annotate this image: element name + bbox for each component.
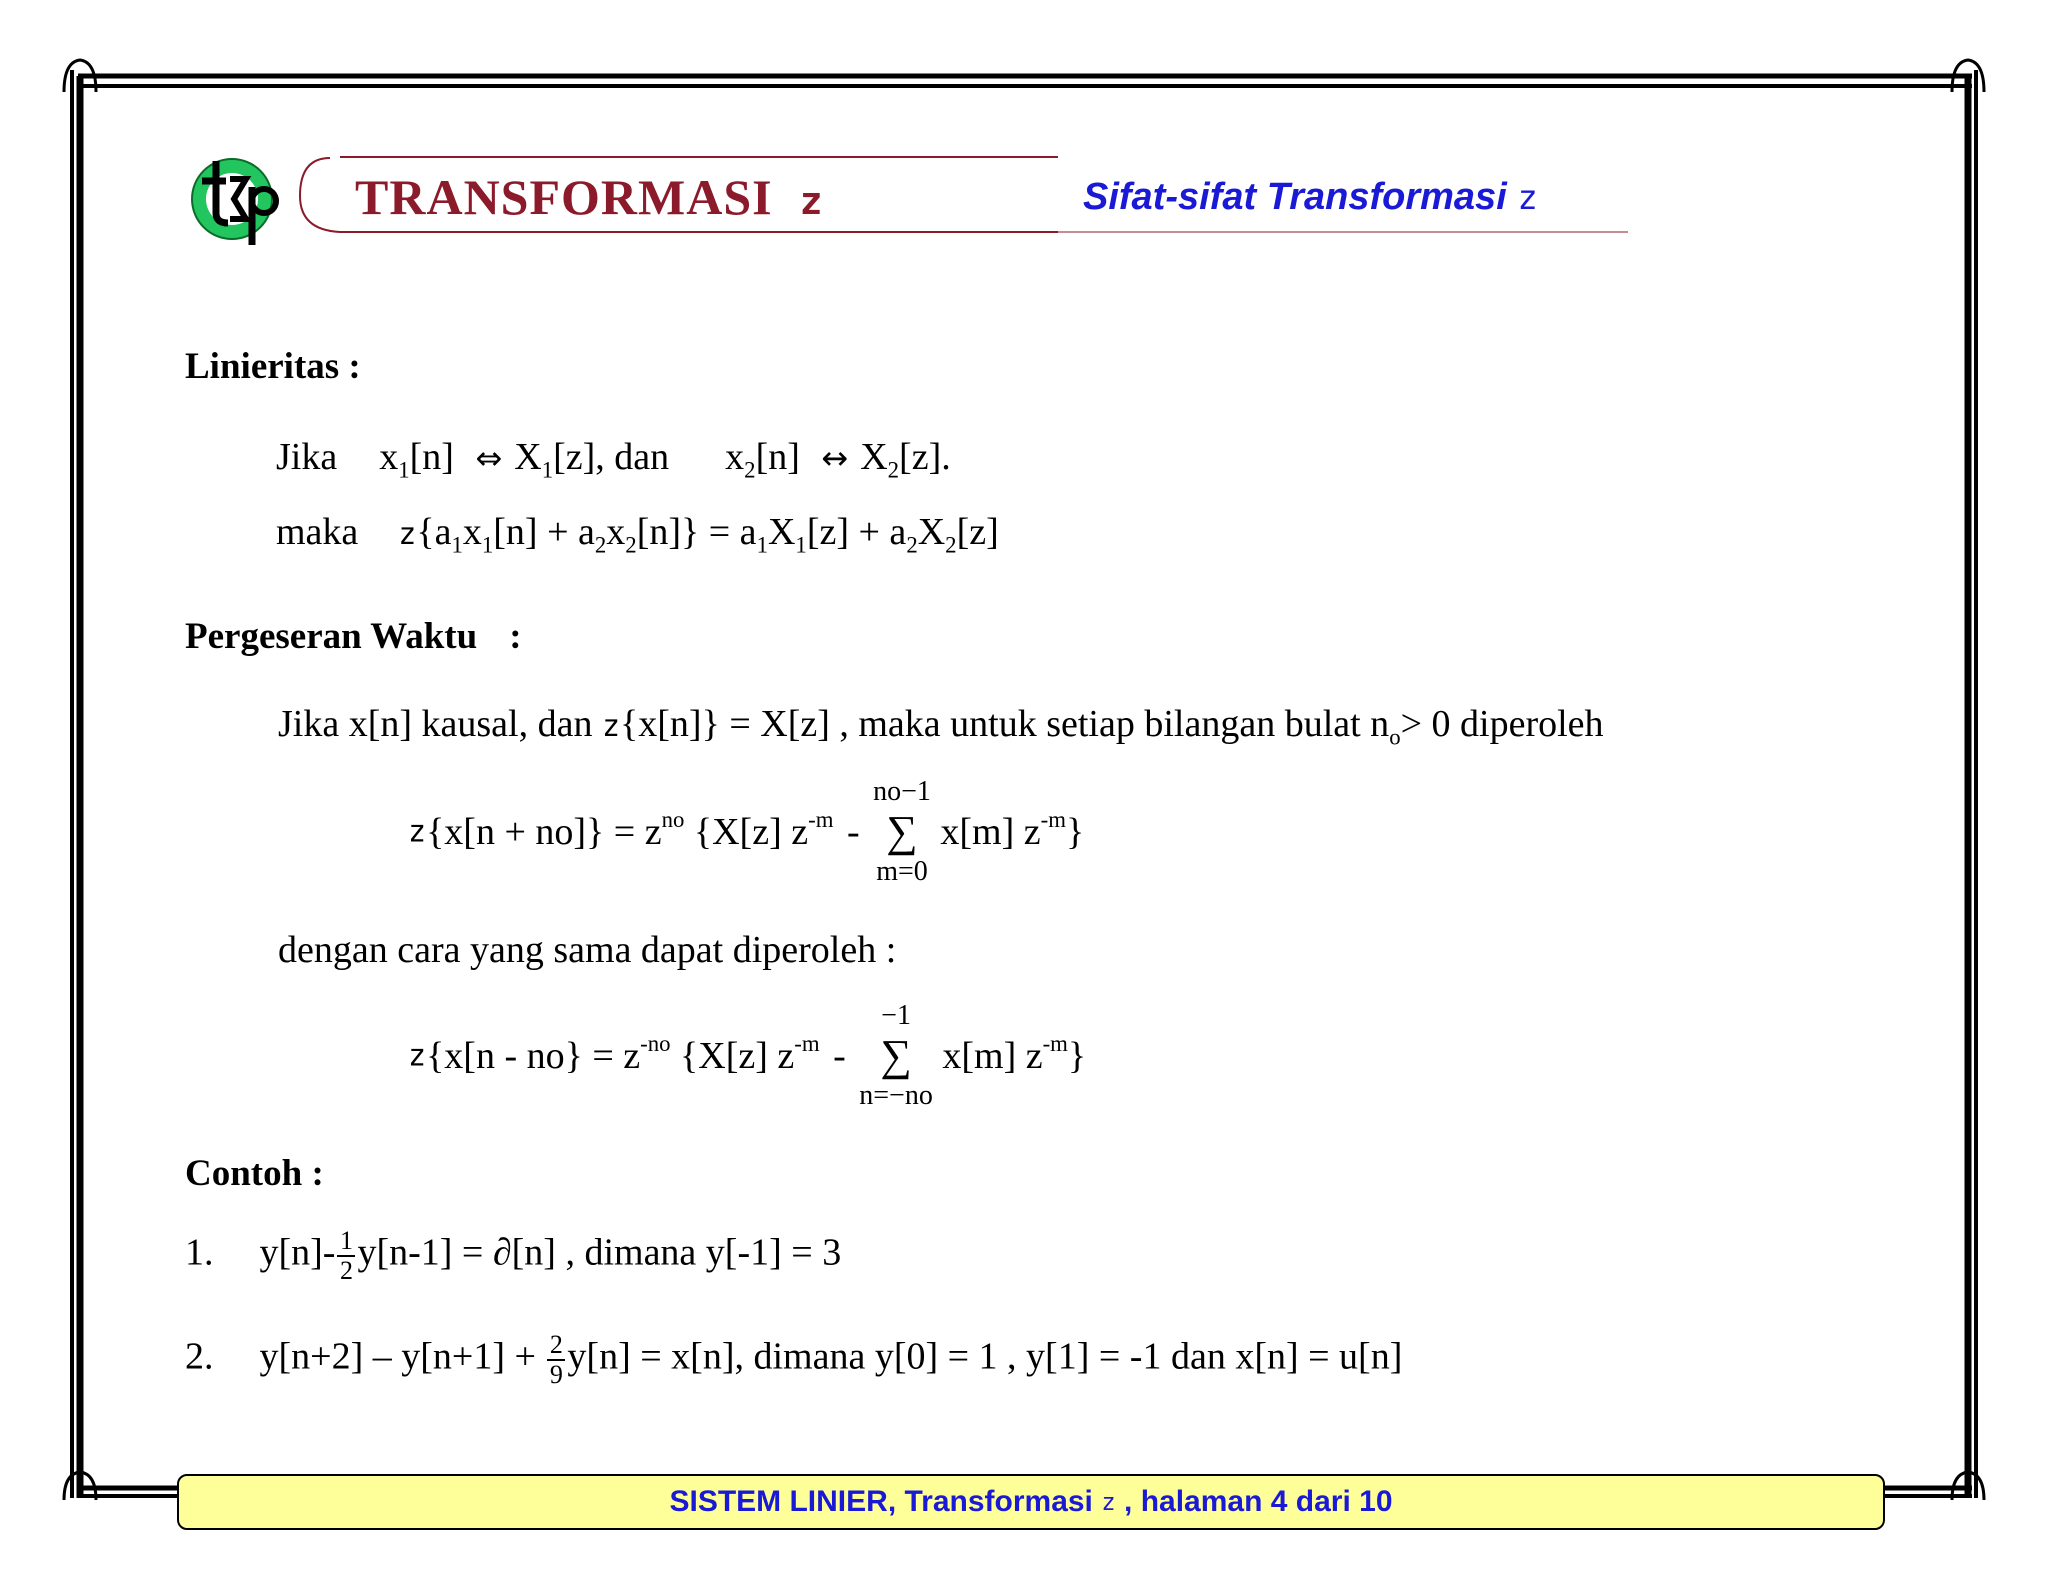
z-operator: z <box>601 709 621 744</box>
term: [z], dan <box>553 436 670 478</box>
superscript: -m <box>1040 807 1066 833</box>
page-footer <box>177 1474 1885 1530</box>
fraction <box>547 1332 565 1388</box>
linieritas-line1 <box>276 435 951 483</box>
z-operator: z <box>408 814 427 850</box>
sum-upper-limit: −1 <box>881 1000 911 1031</box>
subscript: 1 <box>481 532 494 558</box>
item-text: y[n]- <box>259 1231 336 1274</box>
item-number: 2. <box>185 1335 214 1378</box>
footer-page-text: , halaman 4 dari 10 <box>1124 1485 1393 1518</box>
item-text: y[n+2] – y[n+1] + <box>259 1335 536 1378</box>
intro-text: {x[n]} = X[z] , maka untuk setiap bilangan bulat n <box>620 703 1390 745</box>
term: x <box>462 511 482 553</box>
subtitle-text: Sifat-sifat Transformasi <box>1083 176 1507 218</box>
subscript: 1 <box>541 457 554 483</box>
section-subtitle <box>1083 176 1538 219</box>
subscript: 2 <box>887 457 900 483</box>
term: [z] + a <box>806 511 907 553</box>
sum-upper-limit: no−1 <box>873 776 931 807</box>
item-text: y[n-1] = ∂[n] , dimana y[-1] = 3 <box>357 1231 842 1274</box>
superscript: -m <box>794 1031 820 1057</box>
eq-term: {x[n - no} = z <box>426 1035 641 1077</box>
subscript: 1 <box>795 532 807 558</box>
intro-text: Jika x[n] kausal, dan <box>278 703 593 745</box>
term: X <box>860 436 888 478</box>
minus-sign: - <box>833 1035 846 1077</box>
linieritas-maka: maka <box>276 511 359 553</box>
term: X <box>917 511 946 553</box>
eq-term: x[m] z <box>940 811 1041 853</box>
fraction-numerator: 1 <box>339 1226 353 1255</box>
equivalence-arrow: ⇔ <box>475 439 503 477</box>
eq-term: } <box>1065 811 1085 853</box>
subscript: 2 <box>744 457 756 483</box>
item-number: 1. <box>185 1231 214 1274</box>
superscript: -m <box>808 807 834 833</box>
superscript: no <box>661 807 685 833</box>
contoh-heading: Contoh : <box>185 1153 324 1194</box>
term: [z]. <box>899 436 951 478</box>
term: x <box>725 436 745 478</box>
heading-colon: : <box>509 616 522 657</box>
superscript: -no <box>640 1031 671 1057</box>
sum-lower-limit: m=0 <box>876 856 928 887</box>
term: [n]} = a <box>636 511 757 553</box>
z-operator: z <box>408 1038 427 1074</box>
term: X <box>767 511 796 553</box>
intro-text: > 0 diperoleh <box>1400 703 1604 745</box>
subscript: 1 <box>451 532 463 558</box>
fraction-denominator: 9 <box>549 1360 563 1389</box>
summation <box>873 778 931 886</box>
summation <box>859 1002 933 1110</box>
subscript: 1 <box>756 532 768 558</box>
tep-logo <box>180 143 285 248</box>
subscript: 2 <box>625 532 637 558</box>
term: {a <box>416 511 452 553</box>
term: x <box>379 436 399 478</box>
z-operator: z <box>398 517 417 552</box>
contoh-item-2 <box>185 1332 1402 1388</box>
minus-sign: - <box>846 811 860 853</box>
fraction-denominator: 2 <box>339 1256 353 1285</box>
subscript: 2 <box>906 532 918 558</box>
contoh-item-1 <box>185 1228 841 1284</box>
fraction-numerator: 2 <box>549 1330 563 1359</box>
subscript: 2 <box>594 532 607 558</box>
sigma-symbol: ∑ <box>886 807 918 856</box>
item-text: y[n] = x[n], dimana y[0] = 1 , y[1] = -1 dan x[n] = u[n] <box>567 1335 1403 1378</box>
sigma-symbol: ∑ <box>880 1031 912 1080</box>
linieritas-heading: Linieritas : <box>185 346 361 387</box>
fraction <box>337 1228 355 1284</box>
subtitle-z-symbol: z <box>1517 178 1538 218</box>
eq-term: } <box>1067 1035 1087 1077</box>
pergeseran-heading-text: Pergeseran Waktu <box>185 616 478 657</box>
footer-course-text: SISTEM LINIER, Transformasi <box>669 1485 1093 1518</box>
title-text: TRANSFORMASI <box>355 169 773 225</box>
term: [n] <box>755 436 800 478</box>
eq-term: {X[z] z <box>693 811 809 853</box>
title-z-symbol: z <box>799 179 824 223</box>
eq-term: x[m] z <box>942 1035 1043 1077</box>
term: [n] + a <box>493 511 595 553</box>
term: X <box>514 436 542 478</box>
term: [n] <box>409 436 454 478</box>
equation-shift-forward <box>408 778 1084 886</box>
equation-shift-backward <box>408 1002 1086 1110</box>
subscript: 1 <box>398 457 410 483</box>
pergeseran-intro <box>278 702 1604 750</box>
term: [z] <box>956 511 999 553</box>
subscript: o <box>1389 724 1401 750</box>
pergeseran-middle-text: dengan cara yang sama dapat diperoleh : <box>278 929 897 971</box>
linieritas-line2 <box>276 510 999 558</box>
footer-z-symbol: z <box>1101 1488 1116 1516</box>
eq-term: {X[z] z <box>680 1035 795 1077</box>
pergeseran-heading <box>185 615 522 658</box>
subscript: 2 <box>945 532 957 558</box>
sum-lower-limit: n=−no <box>859 1080 933 1111</box>
transform-pair-arrow: ↔ <box>821 439 849 477</box>
linieritas-jika: Jika <box>276 436 338 478</box>
document-title <box>355 168 823 226</box>
superscript: -m <box>1042 1031 1068 1057</box>
term: x <box>606 511 626 553</box>
eq-term: {x[n + no]} = z <box>426 811 662 853</box>
